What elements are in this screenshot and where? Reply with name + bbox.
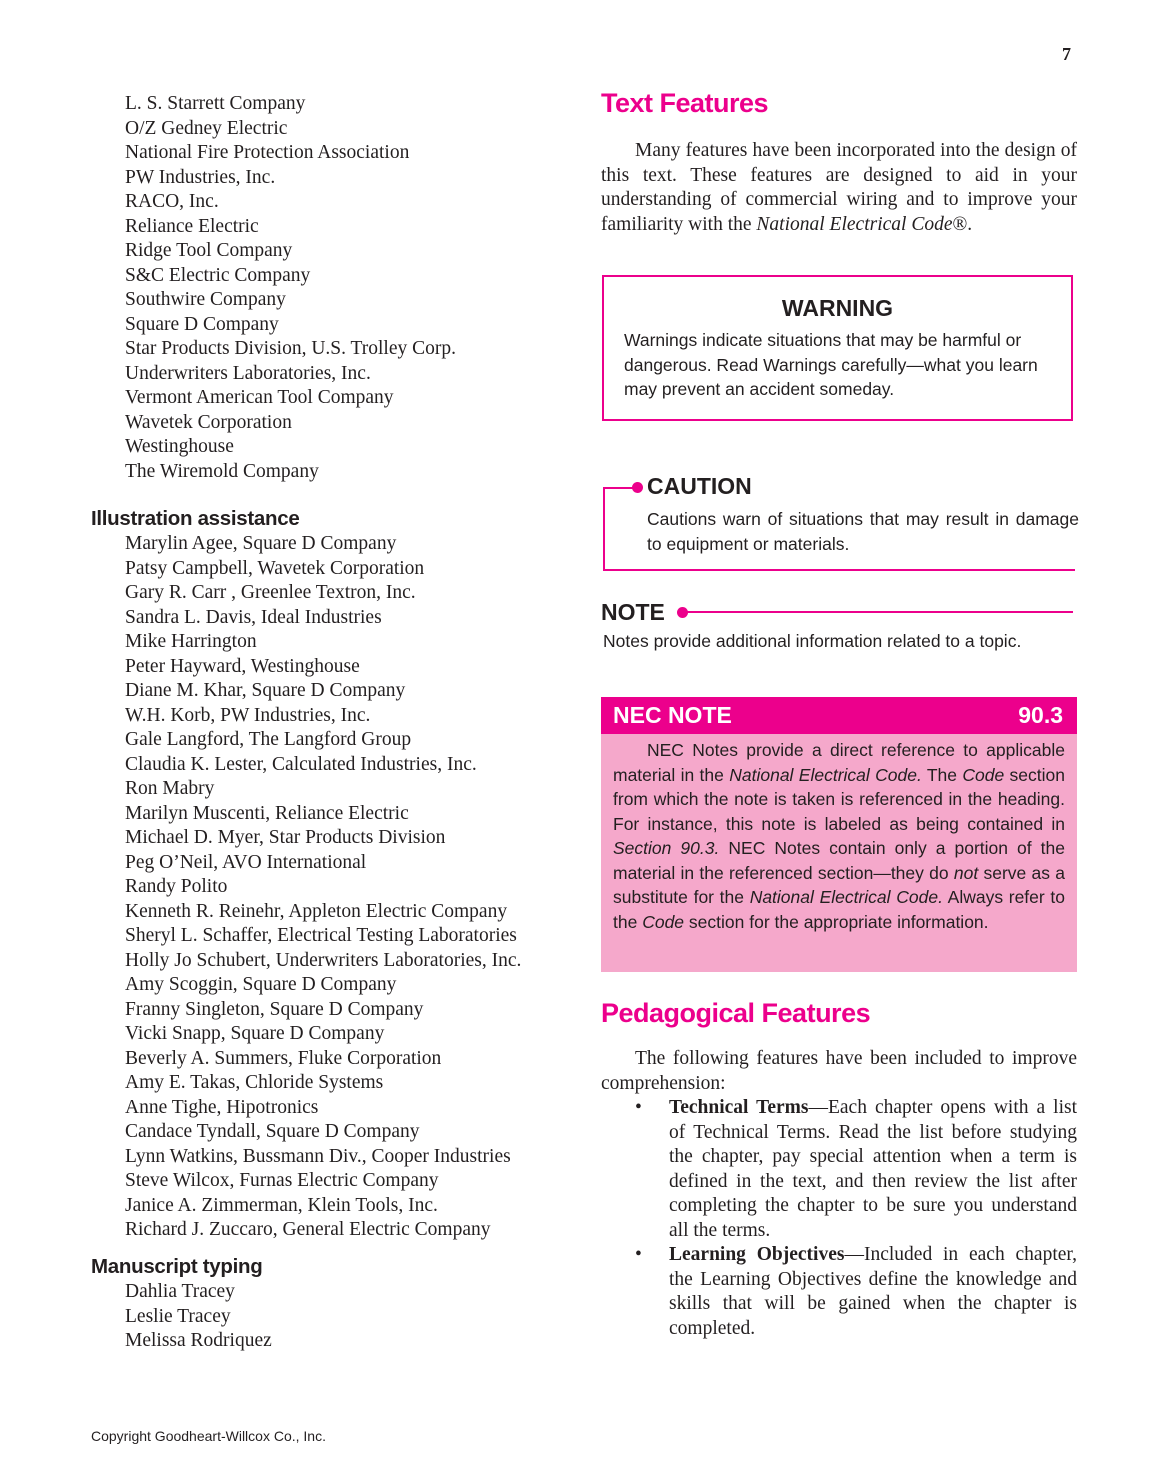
list-item	[601, 1096, 1077, 1243]
text: NEC Notes provide a direct reference to applicable material in the	[613, 740, 1065, 785]
text: section for the appropriate information.	[684, 911, 989, 932]
list-item: Sandra L. Davis, Ideal Industries	[125, 606, 382, 628]
text: section from which the note is taken is referenced in the heading. For instance, this note is labeled as being contained in	[613, 764, 1065, 834]
text: serve as a substitute for the	[613, 862, 1065, 907]
list-item: Melissa Rodriquez	[125, 1330, 272, 1351]
list-item: Westinghouse	[125, 436, 234, 457]
term-description: —Each chapter opens with a list of Technical Terms. Read the list before studying the chapter, pay special attention when a term is defined in the text, and then review the list after completing the chapter to be sure you understand all the terms.	[669, 1097, 1077, 1241]
nec-note-header	[601, 697, 1077, 734]
nec-note-box	[601, 697, 1077, 972]
illustration-list	[125, 532, 521, 1243]
caution-box	[603, 473, 1079, 571]
list-item: Peg O’Neil, AVO International	[125, 851, 367, 873]
list-item: Franny Singleton, Square D Company	[125, 998, 424, 1020]
term-description: —Included in each chapter, the Learning Objectives define the knowledge and skills that will be gained when the chapter is completed.	[669, 1244, 1077, 1339]
list-item: Vicki Snapp, Square D Company	[125, 1023, 385, 1044]
list-item: Marilyn Muscenti, Reliance Electric	[125, 802, 409, 824]
list-item: Gary R. Carr , Greenlee Textron, Inc.	[125, 582, 416, 603]
list-item: Wavetek Corporation	[125, 411, 292, 433]
list-item: The Wiremold Company	[125, 460, 319, 482]
bullet-icon: •	[635, 1097, 642, 1118]
list-item: Amy E. Takas, Chloride Systems	[125, 1072, 384, 1093]
list-item: W.H. Korb, PW Industries, Inc.	[125, 704, 371, 726]
note-line	[686, 611, 1073, 613]
list-item: Ridge Tool Company	[125, 240, 293, 261]
list-item: Steve Wilcox, Furnas Electric Company	[125, 1170, 439, 1191]
list-item: Underwriters Laboratories, Inc.	[125, 362, 371, 384]
bullet-icon: •	[635, 1244, 642, 1265]
list-item: Amy Scoggin, Square D Company	[125, 974, 397, 995]
text-italic: Code	[962, 764, 1005, 785]
list-item: Reliance Electric	[125, 215, 259, 237]
text-features-heading: Text Features	[601, 88, 769, 118]
list-item: O/Z Gedney Electric	[125, 117, 288, 139]
text-features-paragraph	[601, 139, 1077, 237]
typing-list	[125, 1280, 272, 1354]
list-item: Candace Tyndall, Square D Company	[125, 1121, 420, 1142]
list-item: Ron Mabry	[125, 778, 215, 799]
text-italic: National Electrical Code.	[749, 887, 943, 907]
list-item: Richard J. Zuccaro, General Electric Company	[125, 1219, 491, 1240]
list-item: Gale Langford, The Langford Group	[125, 729, 412, 750]
list-item: National Fire Protection Association	[125, 142, 410, 163]
text-italic: National Electrical Code.	[729, 764, 922, 785]
term: Learning Objectives	[669, 1244, 845, 1265]
nec-note-text	[613, 738, 1065, 934]
company-list	[125, 92, 456, 484]
caution-dot-icon	[632, 482, 643, 493]
caution-text: Cautions warn of situations that may result in damage to equipment or materials.	[647, 509, 1079, 554]
caution-line	[605, 487, 635, 489]
list-item: Peter Hayward, Westinghouse	[125, 655, 360, 677]
list-item: S&C Electric Company	[125, 264, 311, 286]
list-item: Holly Jo Schubert, Underwriters Laboratories, Inc.	[125, 949, 522, 971]
list-item: Claudia K. Lester, Calculated Industries, Inc.	[125, 753, 477, 775]
note-text: Notes provide additional information related to a topic.	[603, 631, 1022, 651]
nec-note-title: NEC NOTE	[613, 702, 732, 728]
list-item: Southwire Company	[125, 289, 286, 310]
list-item	[601, 1243, 1077, 1341]
text: The	[921, 764, 963, 785]
pedagogical-intro: The following features have been included to improve comprehension:	[601, 1048, 1077, 1094]
list-item: Vermont American Tool Company	[125, 387, 394, 408]
list-item: Diane M. Khar, Square D Company	[125, 680, 406, 701]
text: ®.	[952, 213, 973, 235]
list-item: Star Products Division, U.S. Trolley Corp.	[125, 338, 456, 359]
list-item: Lynn Watkins, Bussmann Div., Cooper Industries	[125, 1145, 511, 1167]
pedagogical-heading: Pedagogical Features	[601, 998, 871, 1028]
text-italic: Section 90.3.	[613, 838, 720, 858]
warning-text: Warnings indicate situations that may be harmful or dangerous. Read Warnings carefully—what you learn may prevent an accident someday.	[624, 330, 1038, 399]
text: Many features have been incorporated into the design of this text. These features are designed to aid in your understanding of commercial wiring and to improve your familiarity with the	[601, 140, 1077, 235]
list-item: L. S. Starrett Company	[125, 93, 306, 114]
term: Technical Terms	[669, 1097, 809, 1118]
copyright-footer: Copyright Goodheart-Willcox Co., Inc.	[91, 1428, 326, 1444]
list-item: Randy Polito	[125, 876, 228, 897]
list-item: Marylin Agee, Square D Company	[125, 533, 397, 554]
list-item: Anne Tighe, Hipotronics	[125, 1096, 319, 1118]
pedagogical-list	[601, 1096, 1077, 1341]
list-item: Michael D. Myer, Star Products Division	[125, 827, 446, 848]
text: Always refer to the	[613, 887, 1065, 932]
list-item: Sheryl L. Schaffer, Electrical Testing Laboratories	[125, 925, 517, 946]
warning-title: WARNING	[781, 295, 894, 321]
warning-box	[602, 275, 1073, 421]
text: NEC Notes contain only a portion of the material in the referenced section—they do	[613, 838, 1066, 883]
text-italic: Code	[642, 911, 685, 932]
list-item: Dahlia Tracey	[125, 1281, 235, 1302]
list-item: PW Industries, Inc.	[125, 166, 276, 188]
list-item: Kenneth R. Reinehr, Appleton Electric Company	[125, 900, 508, 922]
list-item: Square D Company	[125, 313, 279, 335]
text-italic: not	[953, 862, 979, 883]
text-italic: National Electrical Code	[756, 213, 953, 235]
illustration-heading: Illustration assistance	[91, 507, 300, 530]
caution-title: CAUTION	[647, 473, 752, 499]
list-item: RACO, Inc.	[125, 191, 219, 212]
page-number: 7	[1062, 44, 1071, 64]
note-title: NOTE	[601, 599, 665, 625]
list-item: Beverly A. Summers, Fluke Corporation	[125, 1047, 442, 1069]
nec-note-section: 90.3	[1018, 702, 1063, 728]
list-item: Mike Harrington	[125, 631, 257, 652]
typing-heading: Manuscript typing	[91, 1255, 263, 1278]
list-item: Leslie Tracey	[125, 1305, 231, 1327]
list-item: Janice A. Zimmerman, Klein Tools, Inc.	[125, 1194, 438, 1216]
list-item: Patsy Campbell, Wavetek Corporation	[125, 557, 425, 579]
